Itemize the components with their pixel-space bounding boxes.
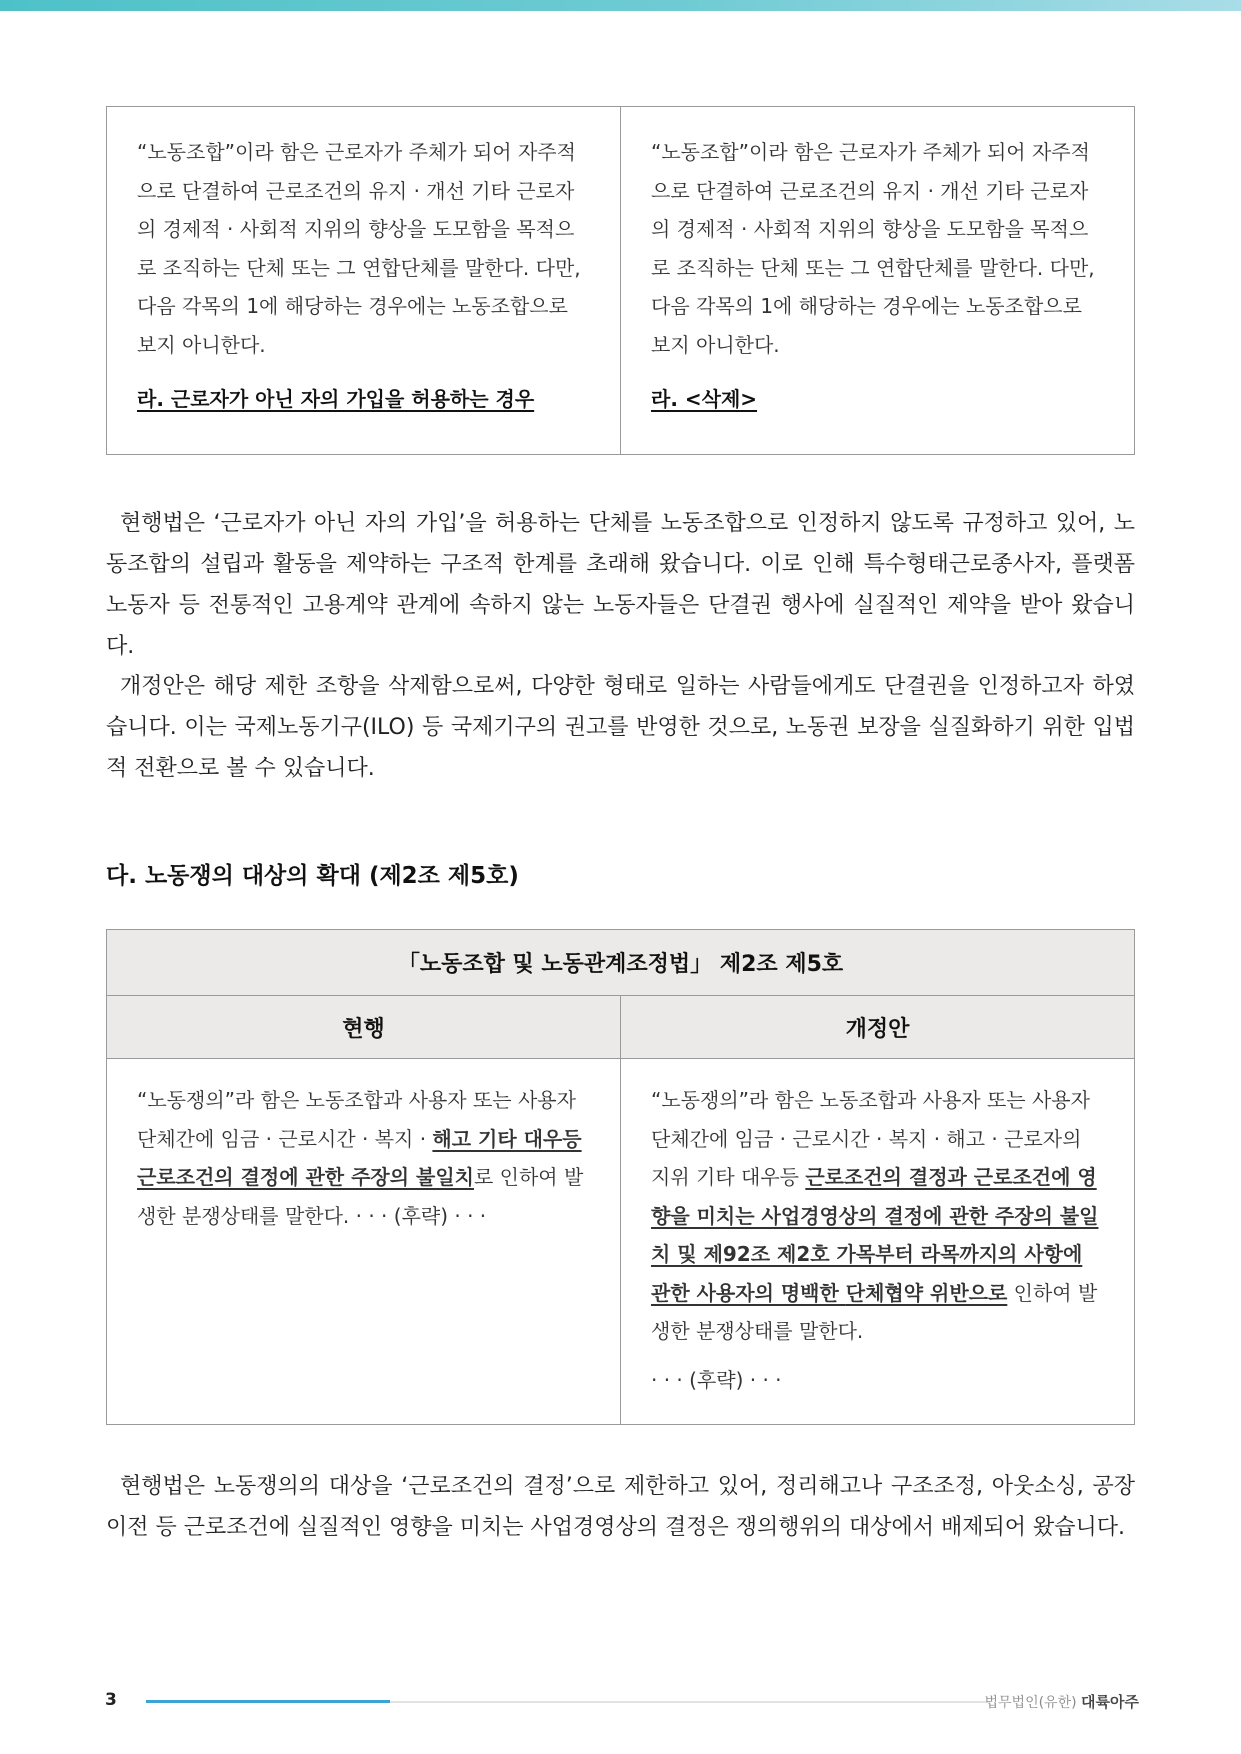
top-accent-bar (0, 0, 1241, 11)
revised-law-dispute-cell (621, 1059, 1135, 1425)
revised-law-dispute-emphasis-2: 단체협약 위반으로 (845, 1280, 1008, 1305)
footer-divider-accent (146, 1700, 390, 1703)
law-title-header: 「노동조합 및 노동관계조정법」 제2조 제5호 (107, 930, 1135, 996)
current-law-dispute-text: “노동쟁의”라 함은 노동조합과 사용자 또는 사용자단체간에 임금 · 근로시간 · 복지 · 해고 기타 대우등 근로조건의 결정에 관한 주장의 불일치로 인하여 발생한 분쟁상태를 말한다. · · · (후략) · · · (137, 1088, 584, 1228)
paragraph-current-law-limit: 현행법은 ‘근로자가 아닌 자의 가입’을 허용하는 단체를 노동조합으로 인정하지 않도록 규정하고 있어, 노동조합의 설립과 활동을 제약하는 구조적 한계를 초래해 왔습니다. 이로 인해 특수형태근로종사자, 플랫폼 노동자 등 전통적인 고용계약 관계에 속하지 않는 노동자들은 단결권 행사에 실질적인 제약을 받아 왔습니다. (106, 511, 1135, 659)
revised-law-dispute-emphasis: 근로조건의 결정과 근로조건에 영향을 미치는 사업경영상의 결정에 관한 주장의 불일치 및 제92조 제2호 가목부터 라목까지의 사항에 관한 사용자의 명백한 (651, 1165, 1099, 1305)
section-heading: 다. 노동쟁의 대상의 확대 (제2조 제5호) (106, 863, 519, 889)
firm-name: 법무법인(유한) 대륙아주 (984, 1693, 1139, 1711)
comparison-table-article2-5 (106, 929, 1135, 1425)
current-law-text: “노동조합”이라 함은 근로자가 주체가 되어 자주적으로 단결하여 근로조건의 유지 · 개선 기타 근로자의 경제적 · 사회적 지위의 향상을 도모함을 목적으로 조직하는 단체 또는 그 연합단체를 말한다. 다만, 다음 각목의 1에 해당하는 경우에는 노동조합으로 보지 아니한다. (137, 140, 581, 357)
page-number: 3 (105, 1690, 117, 1710)
revised-law-dispute-note: · · · (후략) · · · (651, 1367, 782, 1392)
revised-law-dispute-text: “노동쟁의”라 함은 노동조합과 사용자 또는 사용자단체간에 임금 · 근로시간 · 복지 · 해고 · 근로자의 지위 기타 대우등 근로조건의 결정과 근로조건에 영향을 미치는 사업경영상의 결정에 관한 주장의 불일치 및 제92조 제2호 가목부터 라목까지의 사항에 관한 사용자의 명백한 단체협약 위반으로 인하여 발생한 분쟁상태를 말한다. (651, 1088, 1099, 1343)
column-header-revised: 개정안 (621, 996, 1135, 1059)
current-law-dispute-emphasis: 해고 기타 대우등 근로조건의 결정에 관한 주장의 불일치 (137, 1126, 582, 1189)
paragraph-dispute-scope: 현행법은 노동쟁의의 대상을 ‘근로조건의 결정’으로 제한하고 있어, 정리해고나 구조조정, 아웃소싱, 공장이전 등 근로조건에 실질적인 영향을 미치는 사업경영상의 결정은 쟁의행위의 대상에서 배제되어 왔습니다. (106, 1474, 1135, 1540)
paragraph-revision-effect: 개정안은 해당 제한 조항을 삭제함으로써, 다양한 형태로 일하는 사람들에게도 단결권을 인정하고자 하였습니다. 이는 국제노동기구(ILO) 등 국제기구의 권고를 반영한 것으로, 노동권 보장을 실질화하기 위한 입법적 전환으로 볼 수 있습니다. (106, 674, 1135, 781)
revised-law-text: “노동조합”이라 함은 근로자가 주체가 되어 자주적으로 단결하여 근로조건의 유지 · 개선 기타 근로자의 경제적 · 사회적 지위의 향상을 도모함을 목적으로 조직하는 단체 또는 그 연합단체를 말한다. 다만, 다음 각목의 1에 해당하는 경우에는 노동조합으로 보지 아니한다. (651, 140, 1095, 357)
revised-law-cell (621, 107, 1135, 455)
revised-law-item-ra: 라. <삭제> (651, 387, 758, 411)
column-header-current: 현행 (107, 996, 621, 1059)
current-law-item-ra: 라. 근로자가 아닌 자의 가입을 허용하는 경우 (137, 387, 535, 411)
current-law-dispute-cell (107, 1059, 621, 1425)
comparison-table-article2-4 (106, 106, 1135, 455)
current-law-cell (107, 107, 621, 455)
